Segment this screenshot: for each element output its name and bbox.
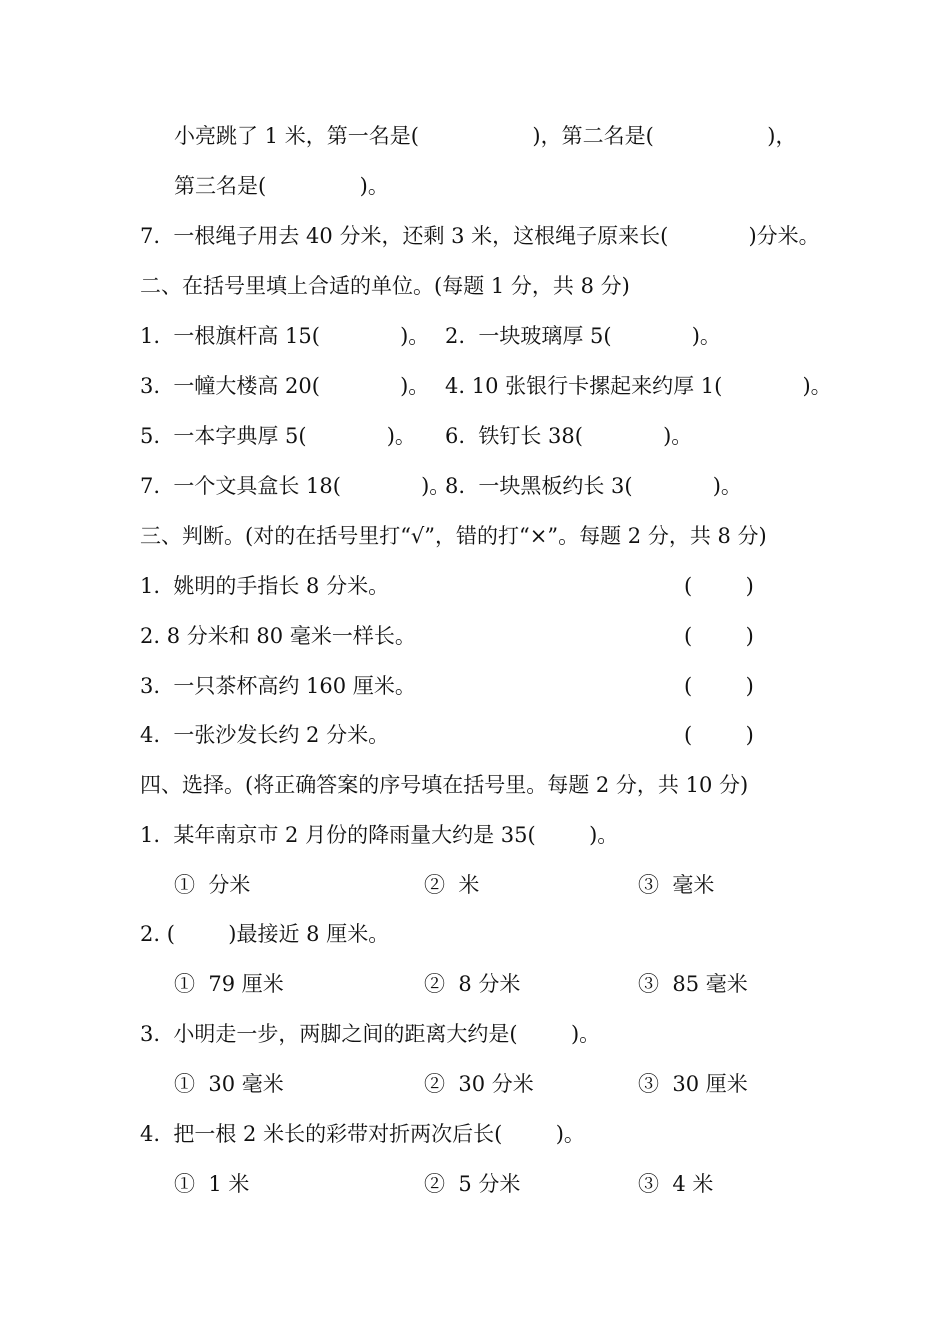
- s2-item-2: 2. 一块玻璃厚 5( )。: [445, 324, 721, 348]
- s3-answer-blank-1[interactable]: ( ): [684, 574, 754, 598]
- s4-q4-option-3[interactable]: ③ 4 米: [638, 1172, 714, 1196]
- s3-answer-blank-3[interactable]: ( ): [684, 674, 754, 698]
- s2-item-6: 6. 铁钉长 38( )。: [445, 424, 693, 448]
- s3-item-2: 2. 8 分米和 80 毫米一样长。: [140, 624, 416, 648]
- q6-line-2: 第三名是( )。: [174, 174, 389, 198]
- s3-item-3: 3. 一只茶杯高约 160 厘米。: [140, 674, 416, 698]
- s3-item-1: 1. 姚明的手指长 8 分米。: [140, 574, 390, 598]
- question-7: 7. 一根绳子用去 40 分米，还剩 3 米，这根绳子原来长( )分米。: [140, 224, 820, 248]
- s2-item-4: 4. 10 张银行卡摞起来约厚 1( )。: [445, 374, 832, 398]
- s4-q4-option-2[interactable]: ② 5 分米: [424, 1172, 521, 1196]
- s4-question-3: 3. 小明走一步，两脚之间的距离大约是( )。: [140, 1022, 601, 1046]
- s2-item-8: 8. 一块黑板约长 3( )。: [445, 474, 742, 498]
- s4-question-4: 4. 把一根 2 米长的彩带对折两次后长( )。: [140, 1122, 585, 1146]
- s4-q3-option-3[interactable]: ③ 30 厘米: [638, 1072, 748, 1096]
- s4-q2-option-2[interactable]: ② 8 分米: [424, 972, 521, 996]
- s2-item-7: 7. 一个文具盒长 18( )。: [140, 474, 451, 498]
- s2-item-5: 5. 一本字典厚 5( )。: [140, 424, 416, 448]
- s4-q1-option-3[interactable]: ③ 毫米: [638, 873, 715, 897]
- s4-q3-option-1[interactable]: ① 30 毫米: [174, 1072, 284, 1096]
- s4-q3-option-2[interactable]: ② 30 分米: [424, 1072, 534, 1096]
- s4-q1-option-1[interactable]: ① 分米: [174, 873, 251, 897]
- q6-line-1: 小亮跳了 1 米，第一名是( )，第二名是( )，: [174, 124, 797, 148]
- section-4-heading: 四、选择。(将正确答案的序号填在括号里。每题 2 分，共 10 分): [140, 773, 749, 797]
- s3-answer-blank-2[interactable]: ( ): [684, 624, 754, 648]
- s4-question-2: 2. ( )最接近 8 厘米。: [140, 922, 390, 946]
- s4-q4-option-1[interactable]: ① 1 米: [174, 1172, 250, 1196]
- section-2-heading: 二、在括号里填上合适的单位。(每题 1 分，共 8 分): [140, 274, 630, 298]
- section-3-heading: 三、判断。(对的在括号里打“√”，错的打“×”。每题 2 分，共 8 分): [140, 524, 767, 548]
- s2-item-3: 3. 一幢大楼高 20( )。: [140, 374, 430, 398]
- s4-q2-option-1[interactable]: ① 79 厘米: [174, 972, 284, 996]
- s4-question-1: 1. 某年南京市 2 月份的降雨量大约是 35( )。: [140, 823, 619, 847]
- s4-q2-option-3[interactable]: ③ 85 毫米: [638, 972, 748, 996]
- s4-q1-option-2[interactable]: ② 米: [424, 873, 480, 897]
- s3-item-4: 4. 一张沙发长约 2 分米。: [140, 723, 390, 747]
- s3-answer-blank-4[interactable]: ( ): [684, 723, 754, 747]
- s2-item-1: 1. 一根旗杆高 15( )。: [140, 324, 430, 348]
